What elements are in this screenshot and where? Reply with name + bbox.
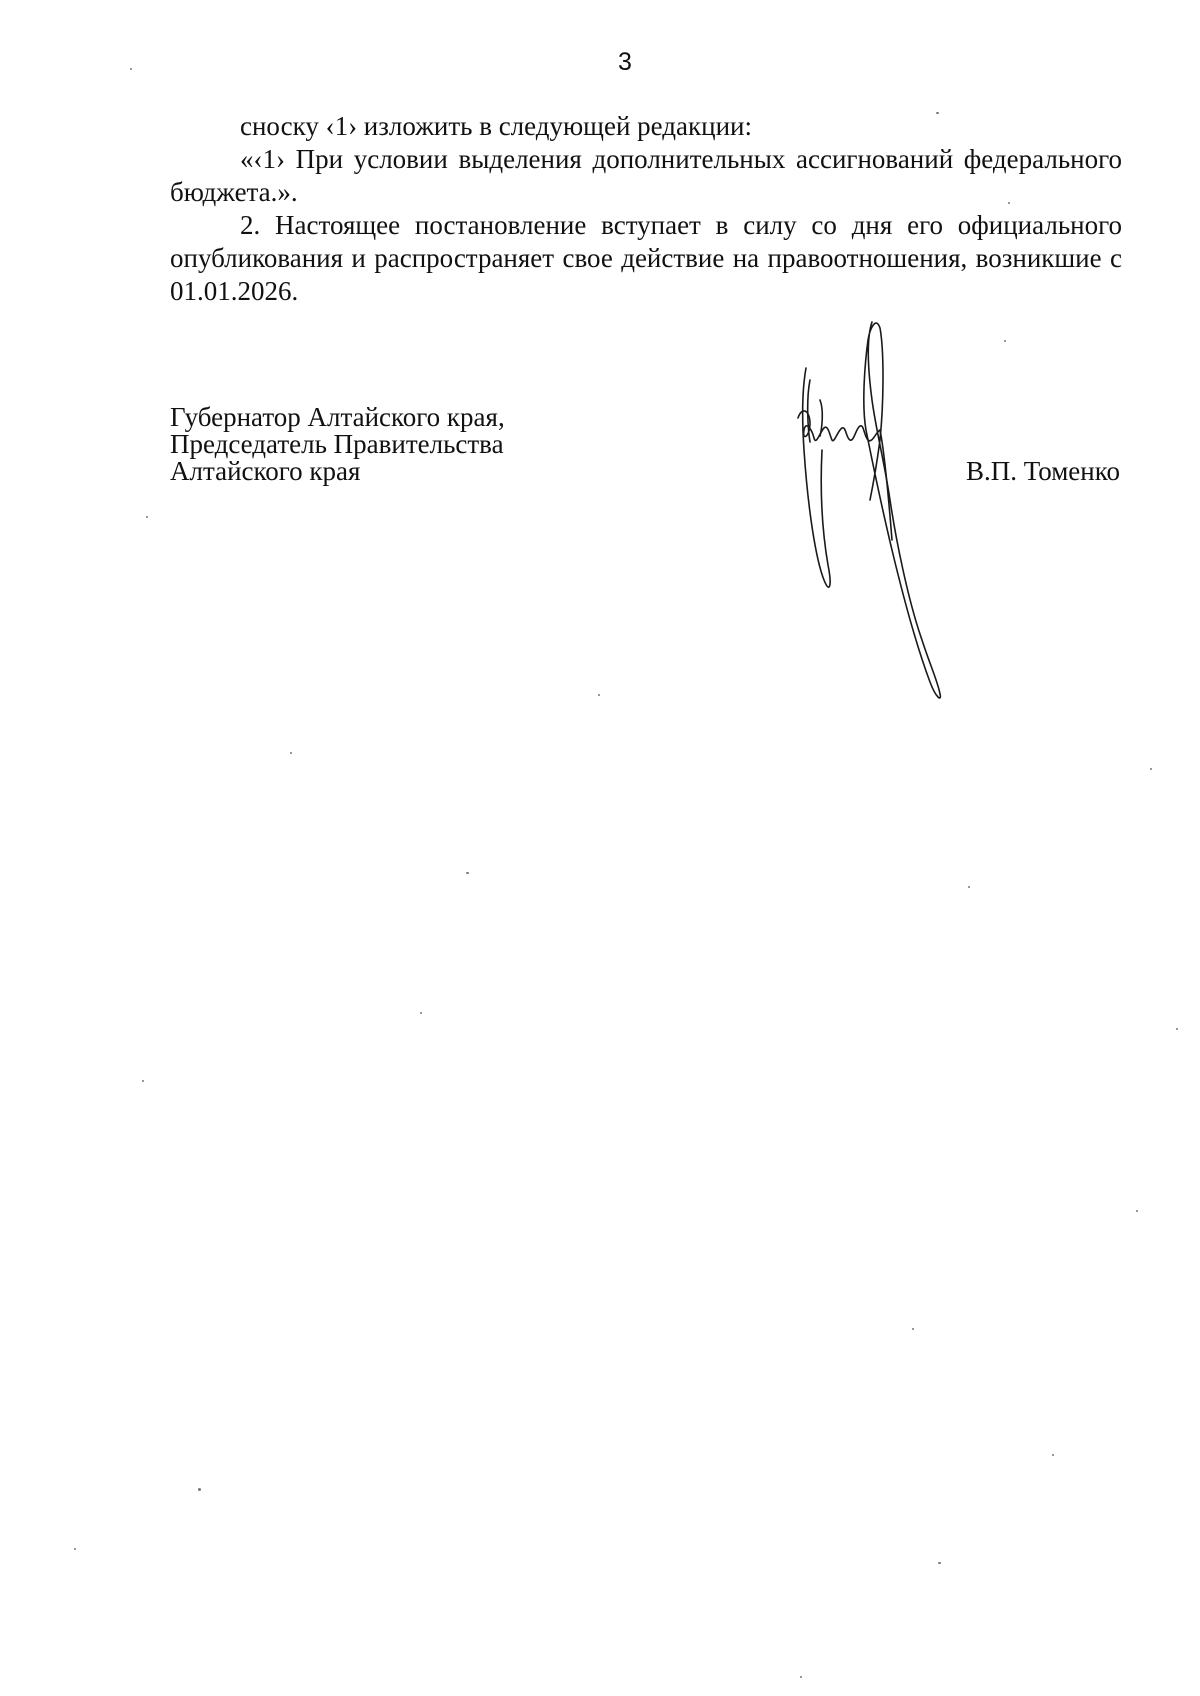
paragraph-footnote-text: «‹1› При условии выделения дополнительных ассигнований федерального бюджета.». [170, 144, 1122, 207]
signatory-position [170, 404, 505, 485]
scan-speck [1052, 1454, 1054, 1456]
scan-speck [800, 1676, 802, 1678]
scan-speck [968, 886, 970, 888]
scan-speck [1004, 340, 1006, 342]
scan-speck [912, 1328, 914, 1330]
signatory-position-line: Председатель Правительства [170, 429, 504, 459]
signatory-position-line: Алтайского края [170, 456, 361, 486]
scan-speck [1150, 768, 1152, 770]
scan-speck [1176, 1028, 1178, 1030]
scan-speck [146, 516, 148, 518]
scan-speck [938, 1562, 941, 1564]
scan-speck [1136, 1210, 1138, 1212]
paragraph-footnote-intro: сноску ‹1› изложить в следующей редакции: [240, 111, 752, 141]
scan-speck [936, 112, 939, 114]
scan-speck [130, 68, 132, 70]
scan-speck [74, 1548, 76, 1550]
document-body [170, 110, 1122, 308]
page-number: 3 [618, 48, 632, 76]
scan-speck [420, 1012, 422, 1014]
scan-speck [466, 872, 469, 874]
scan-speck [290, 752, 292, 754]
paragraph-effective-date: 2. Настоящее постановление вступает в силу со дня его официального опубликования и распространяет свое действие на правоотношения, возникшие с 01.01.2026. [170, 210, 1122, 306]
scan-speck [598, 694, 600, 696]
handwritten-signature [780, 310, 960, 720]
scan-speck [142, 1080, 144, 1082]
scan-speck [198, 1488, 201, 1491]
signatory-position-line: Губернатор Алтайского края, [170, 402, 505, 432]
scan-speck [1008, 202, 1010, 204]
signatory-name: В.П. Томенко [966, 456, 1120, 486]
